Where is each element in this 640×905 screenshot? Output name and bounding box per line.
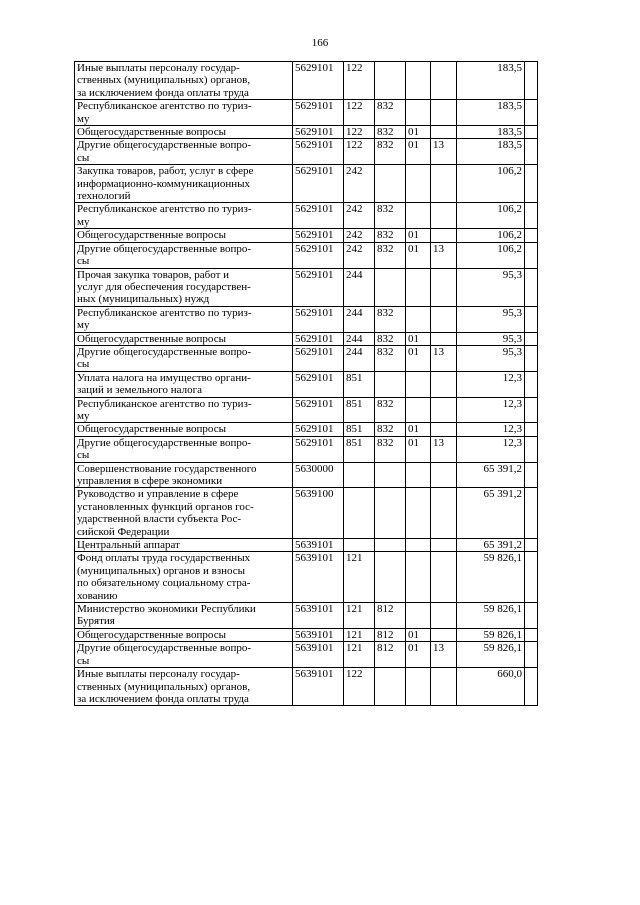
table-row (75, 628, 538, 641)
row-empty-cell (525, 203, 538, 229)
row-rz-cell (406, 462, 431, 488)
table-row (75, 436, 538, 462)
budget-table-body (75, 62, 538, 706)
row-sum-cell: 106,2 (457, 229, 525, 242)
row-name-cell: Общегосударственные вопросы (75, 229, 293, 242)
row-empty-cell (525, 268, 538, 306)
table-row (75, 126, 538, 139)
row-pr-cell: 13 (431, 436, 457, 462)
row-vr-cell: 851 (344, 371, 375, 397)
row-rz-cell (406, 100, 431, 126)
row-name-cell: Министерство экономики Республики Бурятия (75, 603, 293, 629)
row-vr-cell: 244 (344, 268, 375, 306)
row-sum-cell: 106,2 (457, 165, 525, 203)
row-pr-cell (431, 332, 457, 345)
row-ved-cell: 832 (375, 332, 406, 345)
table-row (75, 229, 538, 242)
row-ved-cell: 832 (375, 242, 406, 268)
row-sum-cell: 12,3 (457, 371, 525, 397)
row-pr-cell (431, 371, 457, 397)
row-sum-cell: 183,5 (457, 62, 525, 100)
row-empty-cell (525, 462, 538, 488)
row-name-cell: Республиканское агентство по туриз- му (75, 397, 293, 423)
row-empty-cell (525, 242, 538, 268)
row-name-cell: Другие общегосударственные вопро- сы (75, 345, 293, 371)
row-ved-cell: 832 (375, 436, 406, 462)
row-ved-cell (375, 268, 406, 306)
row-vr-cell: 244 (344, 345, 375, 371)
row-csr-cell: 5629101 (293, 203, 344, 229)
row-sum-cell: 65 391,2 (457, 539, 525, 552)
row-name-cell: Республиканское агентство по туриз- му (75, 306, 293, 332)
row-csr-cell: 5629101 (293, 332, 344, 345)
row-csr-cell: 5630000 (293, 462, 344, 488)
table-row (75, 203, 538, 229)
row-csr-cell: 5639101 (293, 628, 344, 641)
row-csr-cell: 5639101 (293, 552, 344, 603)
table-row (75, 423, 538, 436)
row-vr-cell (344, 462, 375, 488)
row-csr-cell: 5639101 (293, 539, 344, 552)
row-name-cell: Руководство и управление в сфере установленных функций органов гос- ударственной власти субъекта Рос- сийской Федерации (75, 488, 293, 539)
row-csr-cell: 5639101 (293, 642, 344, 668)
table-row (75, 306, 538, 332)
row-rz-cell (406, 371, 431, 397)
row-name-cell: Закупка товаров, работ, услуг в сфере информационно-коммуникационных технологий (75, 165, 293, 203)
row-vr-cell: 121 (344, 642, 375, 668)
row-pr-cell (431, 62, 457, 100)
row-csr-cell: 5629101 (293, 423, 344, 436)
row-name-cell: Общегосударственные вопросы (75, 628, 293, 641)
row-ved-cell: 832 (375, 423, 406, 436)
row-empty-cell (525, 423, 538, 436)
row-empty-cell (525, 345, 538, 371)
row-empty-cell (525, 139, 538, 165)
row-rz-cell: 01 (406, 436, 431, 462)
row-sum-cell: 106,2 (457, 203, 525, 229)
row-pr-cell (431, 539, 457, 552)
row-csr-cell: 5639101 (293, 603, 344, 629)
row-rz-cell: 01 (406, 345, 431, 371)
row-rz-cell: 01 (406, 126, 431, 139)
row-sum-cell: 65 391,2 (457, 462, 525, 488)
row-rz-cell: 01 (406, 139, 431, 165)
row-sum-cell: 106,2 (457, 242, 525, 268)
row-empty-cell (525, 165, 538, 203)
row-empty-cell (525, 100, 538, 126)
row-name-cell: Республиканское агентство по туриз- му (75, 203, 293, 229)
row-sum-cell: 95,3 (457, 332, 525, 345)
row-sum-cell: 65 391,2 (457, 488, 525, 539)
row-vr-cell: 122 (344, 668, 375, 706)
row-vr-cell: 851 (344, 436, 375, 462)
row-rz-cell (406, 397, 431, 423)
table-row (75, 345, 538, 371)
row-pr-cell (431, 306, 457, 332)
row-vr-cell: 244 (344, 306, 375, 332)
row-name-cell: Другие общегосударственные вопро- сы (75, 436, 293, 462)
row-rz-cell (406, 268, 431, 306)
table-row (75, 100, 538, 126)
row-ved-cell: 832 (375, 397, 406, 423)
row-ved-cell: 832 (375, 126, 406, 139)
table-row (75, 668, 538, 706)
row-rz-cell (406, 668, 431, 706)
row-rz-cell (406, 539, 431, 552)
row-vr-cell: 121 (344, 552, 375, 603)
table-row (75, 642, 538, 668)
row-pr-cell: 13 (431, 139, 457, 165)
row-vr-cell: 244 (344, 332, 375, 345)
row-sum-cell: 59 826,1 (457, 642, 525, 668)
row-empty-cell (525, 306, 538, 332)
row-ved-cell: 812 (375, 628, 406, 641)
table-row (75, 462, 538, 488)
row-vr-cell: 242 (344, 229, 375, 242)
row-empty-cell (525, 603, 538, 629)
row-vr-cell: 122 (344, 62, 375, 100)
row-vr-cell: 121 (344, 603, 375, 629)
row-empty-cell (525, 62, 538, 100)
row-name-cell: Общегосударственные вопросы (75, 423, 293, 436)
row-empty-cell (525, 332, 538, 345)
row-vr-cell: 122 (344, 126, 375, 139)
row-ved-cell: 832 (375, 345, 406, 371)
row-name-cell: Совершенствование государственного управления в сфере экономики (75, 462, 293, 488)
row-pr-cell (431, 628, 457, 641)
row-rz-cell (406, 165, 431, 203)
row-pr-cell (431, 165, 457, 203)
row-ved-cell (375, 371, 406, 397)
row-empty-cell (525, 371, 538, 397)
row-ved-cell (375, 539, 406, 552)
row-sum-cell: 12,3 (457, 397, 525, 423)
row-ved-cell: 832 (375, 229, 406, 242)
row-rz-cell: 01 (406, 423, 431, 436)
row-name-cell: Республиканское агентство по туриз- му (75, 100, 293, 126)
row-empty-cell (525, 126, 538, 139)
row-name-cell: Другие общегосударственные вопро- сы (75, 242, 293, 268)
row-name-cell: Общегосударственные вопросы (75, 332, 293, 345)
table-row (75, 397, 538, 423)
row-pr-cell (431, 423, 457, 436)
page-number: 166 (311, 37, 329, 49)
row-name-cell: Иные выплаты персоналу государ- ственных (муниципальных) органов, за исключением фонда оплаты труда (75, 62, 293, 100)
row-rz-cell (406, 552, 431, 603)
row-pr-cell: 13 (431, 242, 457, 268)
row-rz-cell: 01 (406, 628, 431, 641)
row-rz-cell (406, 603, 431, 629)
row-vr-cell (344, 539, 375, 552)
row-rz-cell: 01 (406, 642, 431, 668)
row-pr-cell (431, 397, 457, 423)
row-pr-cell (431, 603, 457, 629)
row-vr-cell: 851 (344, 423, 375, 436)
row-csr-cell: 5629101 (293, 242, 344, 268)
row-pr-cell (431, 126, 457, 139)
budget-table (74, 61, 538, 706)
row-pr-cell (431, 552, 457, 603)
row-name-cell: Иные выплаты персоналу государ- ственных (муниципальных) органов, за исключением фонда оплаты труда (75, 668, 293, 706)
row-sum-cell: 95,3 (457, 306, 525, 332)
row-csr-cell: 5629101 (293, 397, 344, 423)
row-empty-cell (525, 229, 538, 242)
row-sum-cell: 59 826,1 (457, 628, 525, 641)
row-csr-cell: 5639101 (293, 668, 344, 706)
table-row (75, 332, 538, 345)
row-vr-cell: 122 (344, 139, 375, 165)
table-row (75, 242, 538, 268)
row-empty-cell (525, 539, 538, 552)
row-pr-cell (431, 100, 457, 126)
row-name-cell: Прочая закупка товаров, работ и услуг для обеспечения государствен- ных (муниципальных) нужд (75, 268, 293, 306)
row-empty-cell (525, 552, 538, 603)
row-name-cell: Другие общегосударственные вопро- сы (75, 642, 293, 668)
row-name-cell: Центральный аппарат (75, 539, 293, 552)
row-name-cell: Фонд оплаты труда государственных (муниципальных) органов и взносы по обязательному социальному стра- хованию (75, 552, 293, 603)
row-pr-cell (431, 462, 457, 488)
row-pr-cell (431, 488, 457, 539)
row-ved-cell: 832 (375, 100, 406, 126)
row-csr-cell: 5629101 (293, 229, 344, 242)
row-ved-cell (375, 552, 406, 603)
row-ved-cell: 812 (375, 603, 406, 629)
row-empty-cell (525, 488, 538, 539)
row-rz-cell (406, 488, 431, 539)
row-ved-cell: 812 (375, 642, 406, 668)
row-sum-cell: 183,5 (457, 126, 525, 139)
row-csr-cell: 5629101 (293, 62, 344, 100)
row-ved-cell: 832 (375, 306, 406, 332)
row-rz-cell: 01 (406, 242, 431, 268)
row-csr-cell: 5629101 (293, 100, 344, 126)
row-vr-cell: 242 (344, 242, 375, 268)
row-sum-cell: 59 826,1 (457, 603, 525, 629)
row-vr-cell: 851 (344, 397, 375, 423)
row-empty-cell (525, 668, 538, 706)
row-empty-cell (525, 397, 538, 423)
row-ved-cell (375, 668, 406, 706)
row-pr-cell (431, 668, 457, 706)
row-rz-cell (406, 306, 431, 332)
row-sum-cell: 95,3 (457, 268, 525, 306)
row-ved-cell (375, 165, 406, 203)
row-pr-cell (431, 268, 457, 306)
row-sum-cell: 59 826,1 (457, 552, 525, 603)
row-ved-cell: 832 (375, 203, 406, 229)
row-rz-cell (406, 203, 431, 229)
row-csr-cell: 5629101 (293, 436, 344, 462)
row-pr-cell (431, 229, 457, 242)
row-rz-cell: 01 (406, 332, 431, 345)
row-rz-cell: 01 (406, 229, 431, 242)
row-csr-cell: 5639100 (293, 488, 344, 539)
row-pr-cell: 13 (431, 642, 457, 668)
table-row (75, 165, 538, 203)
row-csr-cell: 5629101 (293, 371, 344, 397)
row-name-cell: Общегосударственные вопросы (75, 126, 293, 139)
row-csr-cell: 5629101 (293, 345, 344, 371)
table-row (75, 371, 538, 397)
row-csr-cell: 5629101 (293, 126, 344, 139)
row-sum-cell: 660,0 (457, 668, 525, 706)
table-row (75, 552, 538, 603)
row-vr-cell: 122 (344, 100, 375, 126)
table-row (75, 488, 538, 539)
table-row (75, 139, 538, 165)
table-row (75, 268, 538, 306)
row-sum-cell: 12,3 (457, 423, 525, 436)
row-vr-cell: 242 (344, 203, 375, 229)
row-name-cell: Уплата налога на имущество органи- заций и земельного налога (75, 371, 293, 397)
row-sum-cell: 12,3 (457, 436, 525, 462)
row-ved-cell: 832 (375, 139, 406, 165)
table-row (75, 603, 538, 629)
row-vr-cell: 121 (344, 628, 375, 641)
row-csr-cell: 5629101 (293, 268, 344, 306)
table-row (75, 539, 538, 552)
row-sum-cell: 183,5 (457, 100, 525, 126)
row-name-cell: Другие общегосударственные вопро- сы (75, 139, 293, 165)
row-sum-cell: 183,5 (457, 139, 525, 165)
row-csr-cell: 5629101 (293, 165, 344, 203)
row-sum-cell: 95,3 (457, 345, 525, 371)
row-vr-cell (344, 488, 375, 539)
row-ved-cell (375, 488, 406, 539)
table-row (75, 62, 538, 100)
row-pr-cell (431, 203, 457, 229)
row-ved-cell (375, 462, 406, 488)
row-empty-cell (525, 628, 538, 641)
row-pr-cell: 13 (431, 345, 457, 371)
row-rz-cell (406, 62, 431, 100)
row-vr-cell: 242 (344, 165, 375, 203)
row-csr-cell: 5629101 (293, 139, 344, 165)
row-empty-cell (525, 436, 538, 462)
row-ved-cell (375, 62, 406, 100)
row-empty-cell (525, 642, 538, 668)
row-csr-cell: 5629101 (293, 306, 344, 332)
